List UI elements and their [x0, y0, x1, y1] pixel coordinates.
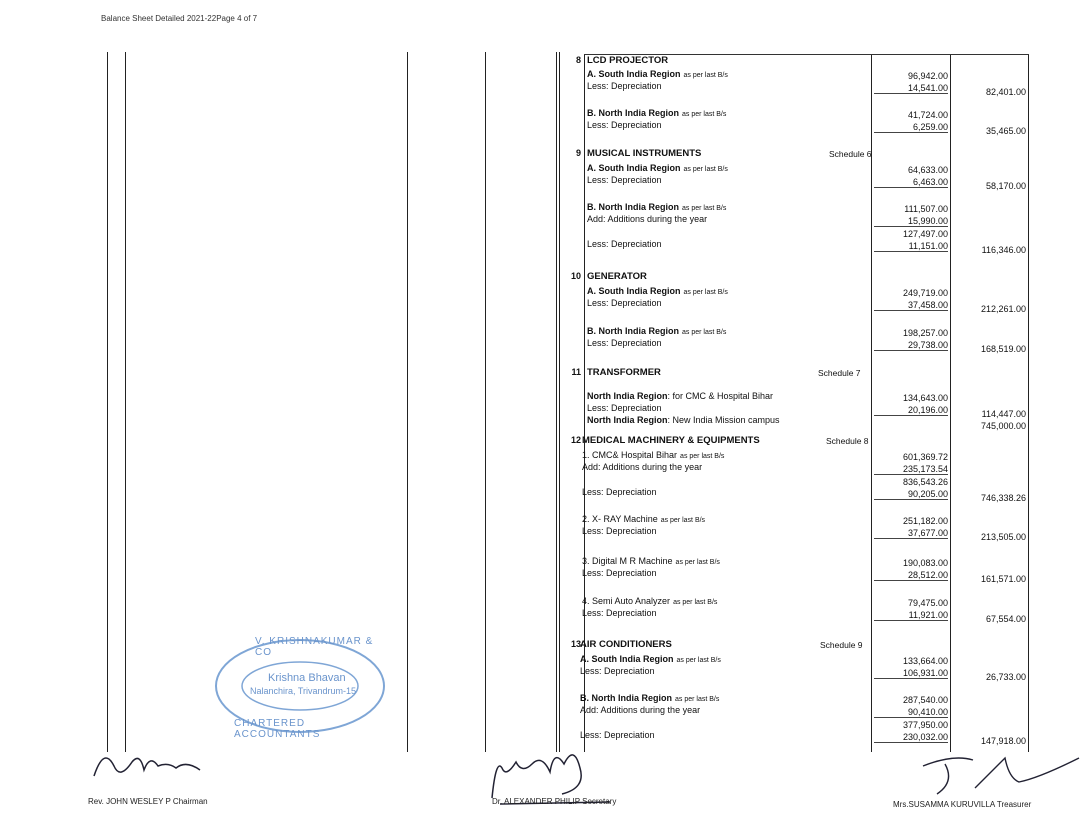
line-label [582, 487, 657, 497]
line-label-text: Less: Depreciation [587, 298, 662, 308]
line-label-suffix: as per last B/s [683, 72, 728, 79]
line-amount: 198,257.00 [902, 328, 948, 338]
line-label-suffix: as per last B/s [683, 289, 728, 296]
line-amount: 111,507.00 [904, 204, 948, 214]
line-total: 82,401.00 [985, 87, 1026, 97]
line-label-suffix: as per last B/s [673, 599, 718, 606]
line-label [587, 391, 773, 401]
line-label-suffix: : New India Mission campus [667, 415, 780, 425]
line-amount: 37,677.00 [874, 528, 948, 539]
line-total: 58,170.00 [985, 181, 1026, 191]
line-label-text: Add: Additions during the year [580, 705, 701, 715]
line-label-suffix: as per last B/s [680, 453, 725, 460]
column-rule [125, 52, 126, 752]
line-total: 161,571.00 [980, 574, 1026, 584]
line-label-text: B. North India Region [580, 693, 672, 703]
line-label [580, 730, 655, 740]
line-label [580, 693, 719, 703]
secretary-name: Dr. ALEXANDER PHILIP Secretary [492, 797, 617, 806]
line-amount: 15,990.00 [874, 216, 948, 227]
line-label [587, 108, 726, 118]
line-amount: 79,475.00 [907, 598, 948, 608]
section-number: 13 [570, 639, 581, 649]
line-label-suffix: as per last B/s [676, 657, 721, 664]
line-amount: 251,182.00 [902, 516, 948, 526]
line-label-text: North India Region [587, 415, 668, 425]
column-rule [950, 54, 951, 752]
line-label-suffix: : for CMC & Hospital Bihar [667, 391, 774, 401]
auditor-stamp [210, 628, 390, 738]
section-title: TRANSFORMER [587, 367, 661, 378]
line-label-suffix: as per last B/s [660, 517, 706, 524]
schedule-label: Schedule 7 [818, 368, 861, 378]
line-amount: 249,719.00 [902, 288, 948, 298]
line-label-suffix: as per last B/s [675, 559, 720, 566]
line-label-text: Less: Depreciation [587, 81, 662, 91]
line-label [582, 556, 720, 566]
line-amount: 235,173.54 [874, 464, 948, 475]
line-label-text: 2. X- RAY Machine [582, 514, 658, 524]
line-label-suffix: as per last B/s [682, 111, 727, 118]
line-total: 26,733.00 [985, 672, 1026, 682]
line-label-text: 3. Digital M R Machine [582, 556, 673, 566]
schedule-label: Schedule 8 [826, 436, 869, 446]
line-label-text: A. South India Region [587, 286, 681, 296]
line-total: 114,447.00 [981, 409, 1026, 419]
line-label [587, 69, 728, 79]
section-number: 11 [571, 367, 581, 377]
line-label [587, 286, 728, 296]
line-amount: 601,369.72 [902, 452, 948, 462]
line-label [582, 568, 657, 578]
line-amount: 127,497.00 [902, 229, 948, 239]
section-number: 9 [575, 148, 581, 158]
line-amount: 29,738.00 [874, 340, 948, 351]
line-label [582, 608, 657, 618]
line-label [582, 450, 724, 460]
line-amount: 190,083.00 [902, 558, 948, 568]
line-amount: 6,259.00 [874, 122, 948, 133]
stamp-address-1: Krishna Bhavan [268, 672, 346, 684]
line-label-text: Less: Depreciation [580, 730, 655, 740]
line-amount: 106,931.00 [874, 668, 948, 679]
line-label-text: Less: Depreciation [587, 120, 662, 130]
line-label-text: A. South India Region [587, 163, 681, 173]
line-label [587, 202, 726, 212]
line-total: 745,000.00 [980, 421, 1026, 431]
chairman-name: Rev. JOHN WESLEY P Chairman [88, 797, 208, 806]
line-label-suffix: as per last B/s [675, 696, 720, 703]
line-label [587, 163, 728, 173]
page-header: Balance Sheet Detailed 2021-22Page 4 of 7 [101, 14, 258, 23]
line-label [587, 120, 662, 130]
column-rule [107, 52, 108, 752]
column-rule [559, 52, 560, 752]
line-label [587, 175, 662, 185]
line-label [587, 239, 662, 249]
treasurer-name: Mrs.SUSAMMA KURUVILLA Treasurer [893, 800, 1032, 809]
line-amount: 64,633.00 [907, 165, 948, 175]
stamp-address-2: Nalanchira, Trivandrum-15 [250, 686, 357, 696]
column-rule [556, 52, 557, 752]
line-label-text: A. South India Region [580, 654, 674, 664]
line-amount: 37,458.00 [874, 300, 948, 311]
stamp-firm: V. KRISHNAKUMAR & CO [255, 636, 374, 658]
chairman-signature [84, 746, 224, 786]
schedule-label: Schedule 9 [820, 640, 863, 650]
line-total: 147,918.00 [980, 736, 1026, 746]
column-rule [1028, 54, 1029, 752]
line-label-text: B. North India Region [587, 326, 679, 336]
line-amount: 41,724.00 [907, 110, 948, 120]
line-label-text: Less: Depreciation [580, 666, 655, 676]
line-amount: 11,921.00 [874, 610, 948, 621]
line-label-suffix: as per last B/s [682, 329, 727, 336]
line-amount: 20,196.00 [874, 405, 948, 416]
line-label-text: Less: Depreciation [582, 608, 657, 618]
line-label-text: Add: Additions during the year [582, 462, 703, 472]
line-amount: 14,541.00 [874, 83, 948, 94]
schedule-label: Schedule 6 [829, 149, 872, 159]
line-label-text: North India Region [587, 391, 668, 401]
line-label [587, 81, 662, 91]
section-title: GENERATOR [587, 271, 647, 282]
line-label-text: Less: Depreciation [582, 526, 657, 536]
line-label-text: Less: Depreciation [587, 338, 662, 348]
line-amount: 836,543.26 [902, 477, 948, 487]
line-total: 213,505.00 [980, 532, 1026, 542]
line-amount: 90,410.00 [874, 707, 948, 718]
line-amount: 133,664.00 [902, 656, 948, 666]
line-amount: 11,151.00 [874, 241, 948, 252]
column-rule [407, 52, 408, 752]
section-number: 12 [570, 435, 581, 445]
line-label-suffix: as per last B/s [683, 166, 728, 173]
line-label-text: B. North India Region [587, 108, 679, 118]
line-label [582, 596, 717, 606]
line-amount: 377,950.00 [902, 720, 948, 730]
line-label [582, 526, 657, 536]
line-label [587, 326, 726, 336]
line-label-text: Less: Depreciation [582, 487, 657, 497]
column-rule [485, 52, 486, 752]
line-amount: 134,643.00 [902, 393, 948, 403]
line-amount: 230,032.00 [874, 732, 948, 743]
line-label [587, 214, 707, 224]
line-label [582, 514, 705, 524]
treasurer-signature [915, 748, 1085, 798]
section-number: 8 [575, 55, 581, 65]
line-label [587, 338, 662, 348]
line-amount: 287,540.00 [902, 695, 948, 705]
line-label [587, 403, 662, 413]
line-label-text: Less: Depreciation [587, 175, 662, 185]
line-label-suffix: as per last B/s [682, 205, 727, 212]
section-title: MEDICAL MACHINERY & EQUIPMENTS [582, 435, 760, 446]
section-title: MUSICAL INSTRUMENTS [587, 148, 702, 159]
line-label-text: B. North India Region [587, 202, 679, 212]
line-label-text: Less: Depreciation [582, 568, 657, 578]
line-label [580, 654, 721, 664]
line-label-text: Less: Depreciation [587, 403, 662, 413]
line-amount: 28,512.00 [874, 570, 948, 581]
line-total: 116,346.00 [981, 245, 1026, 255]
line-label [580, 705, 700, 715]
line-total: 35,465.00 [985, 126, 1026, 136]
line-label [587, 415, 780, 425]
line-label-text: 1. CMC& Hospital Bihar [582, 450, 678, 460]
line-amount: 6,463.00 [874, 177, 948, 188]
section-title: AIR CONDITIONERS [580, 639, 672, 650]
stamp-title: CHARTERED ACCOUNTANTS [234, 718, 321, 740]
line-label [587, 298, 662, 308]
section-number: 10 [570, 271, 581, 281]
line-amount: 90,205.00 [874, 489, 948, 500]
line-total: 168,519.00 [980, 344, 1026, 354]
line-label-text: Less: Depreciation [587, 239, 662, 249]
line-label-text: 4. Semi Auto Analyzer [582, 596, 671, 606]
line-label [580, 666, 655, 676]
line-amount: 96,942.00 [907, 71, 948, 81]
section-title: LCD PROJECTOR [587, 55, 669, 66]
line-total: 67,554.00 [985, 614, 1026, 624]
line-label-text: A. South India Region [587, 69, 681, 79]
line-total: 746,338.26 [980, 493, 1026, 503]
line-label [582, 462, 702, 472]
line-label-text: Add: Additions during the year [587, 214, 708, 224]
line-total: 212,261.00 [980, 304, 1026, 314]
